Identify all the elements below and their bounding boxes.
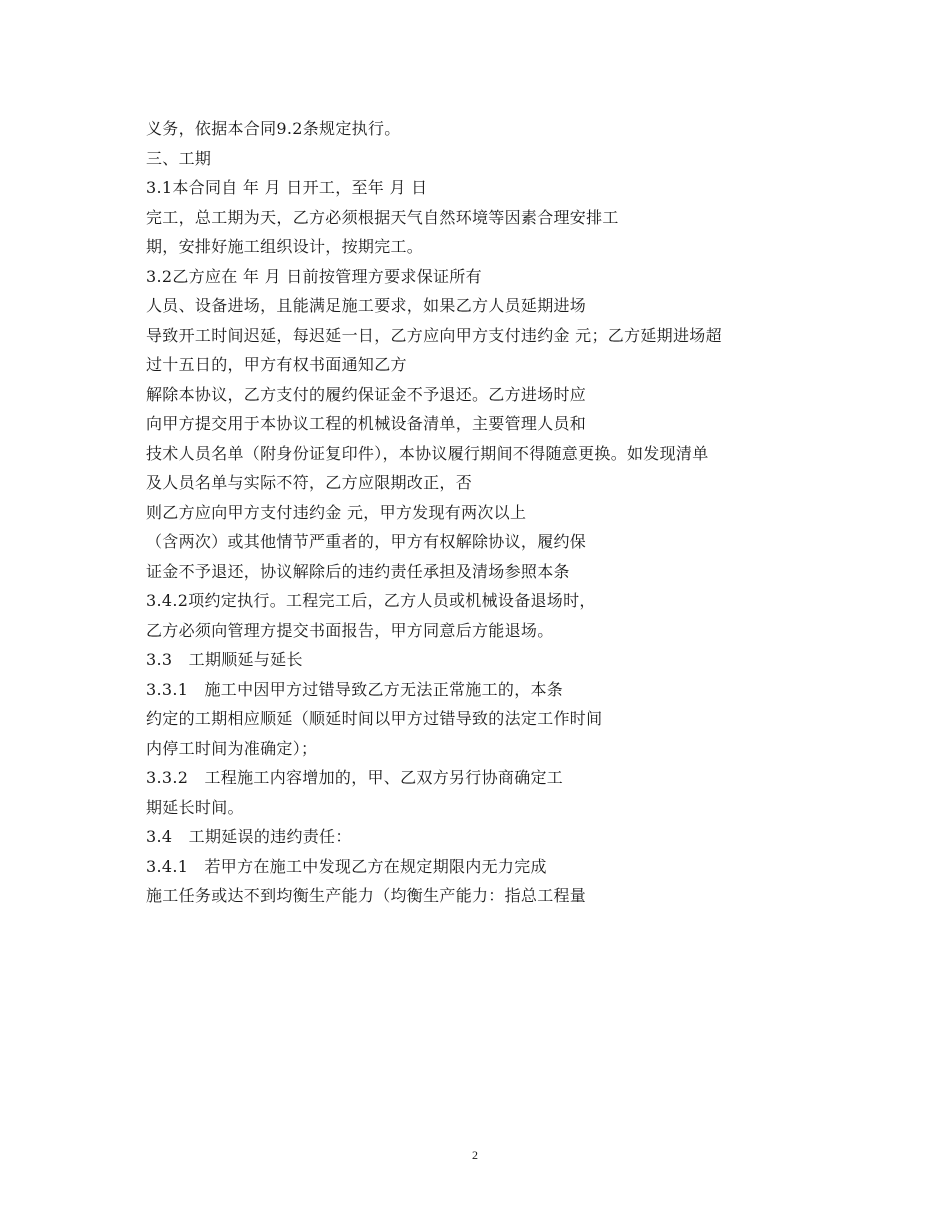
subsection-heading: 3.4 工期延误的违约责任：: [146, 827, 352, 846]
text-line: 期，安排好施工组织设计，按期完工。: [146, 237, 424, 256]
text-line: 乙方必须向管理方提交书面报告，甲方同意后方能退场。: [146, 620, 554, 640]
text-line: 3.1本合同自 年 月 日开工，至年 月 日: [146, 178, 428, 197]
text-line: 人员、设备进场，且能满足施工要求，如果乙方人员延期进场: [146, 296, 587, 315]
text-line: 义务，依据本合同9.2条规定执行。: [146, 119, 401, 138]
text-line: 技术人员名单（附身份证复印件），本协议履行期间不得随意更换。如发现清单: [146, 443, 709, 463]
text-line: 3.2乙方应在 年 月 日前按管理方要求保证所有: [146, 266, 482, 286]
text-line: 期延长时间。: [146, 797, 244, 817]
text-line: 则乙方应向甲方支付违约金 元，甲方发现有两次以上: [146, 502, 527, 522]
page-number: 2: [472, 1148, 478, 1162]
text-line: 向甲方提交用于本协议工程的机械设备清单，主要管理人员和: [146, 414, 587, 433]
text-line: 完工，总工期为天，乙方必须根据天气自然环境等因素合理安排工: [146, 207, 619, 227]
section-heading: 三、工期: [146, 148, 212, 168]
text-line: 约定的工期相应顺延（顺延时间以甲方过错导致的法定工作时间: [146, 709, 603, 728]
text-line: 过十五日的，甲方有权书面通知乙方: [146, 355, 407, 374]
document-body: [146, 114, 826, 911]
text-line: 3.4.1 若甲方在施工中发现乙方在规定期限内无力完成: [146, 856, 547, 876]
text-line: 导致开工时间迟延，每迟延一日，乙方应向甲方支付违约金 元；乙方延期进场超: [146, 325, 722, 345]
subsection-heading: 3.3 工期顺延与延长: [146, 650, 303, 669]
text-line: 3.4.2项约定执行。工程完工后，乙方人员或机械设备退场时，: [146, 591, 596, 610]
text-line: 解除本协议，乙方支付的履约保证金不予退还。乙方进场时应: [146, 384, 587, 404]
text-line: （含两次）或其他情节严重者的，甲方有权解除协议，履约保: [146, 532, 587, 551]
text-line: 施工任务或达不到均衡生产能力（均衡生产能力：指总工程量: [146, 886, 587, 905]
text-line: 及人员名单与实际不符，乙方应限期改正，否: [146, 473, 473, 492]
text-line: 证金不予退还，协议解除后的违约责任承担及清场参照本条: [146, 561, 570, 581]
text-line: 3.3.1 施工中因甲方过错导致乙方无法正常施工的，本条: [146, 679, 564, 699]
text-line: 内停工时间为准确定）；: [146, 738, 318, 758]
text-line: 3.3.2 工程施工内容增加的，甲、乙双方另行协商确定工: [146, 768, 564, 787]
